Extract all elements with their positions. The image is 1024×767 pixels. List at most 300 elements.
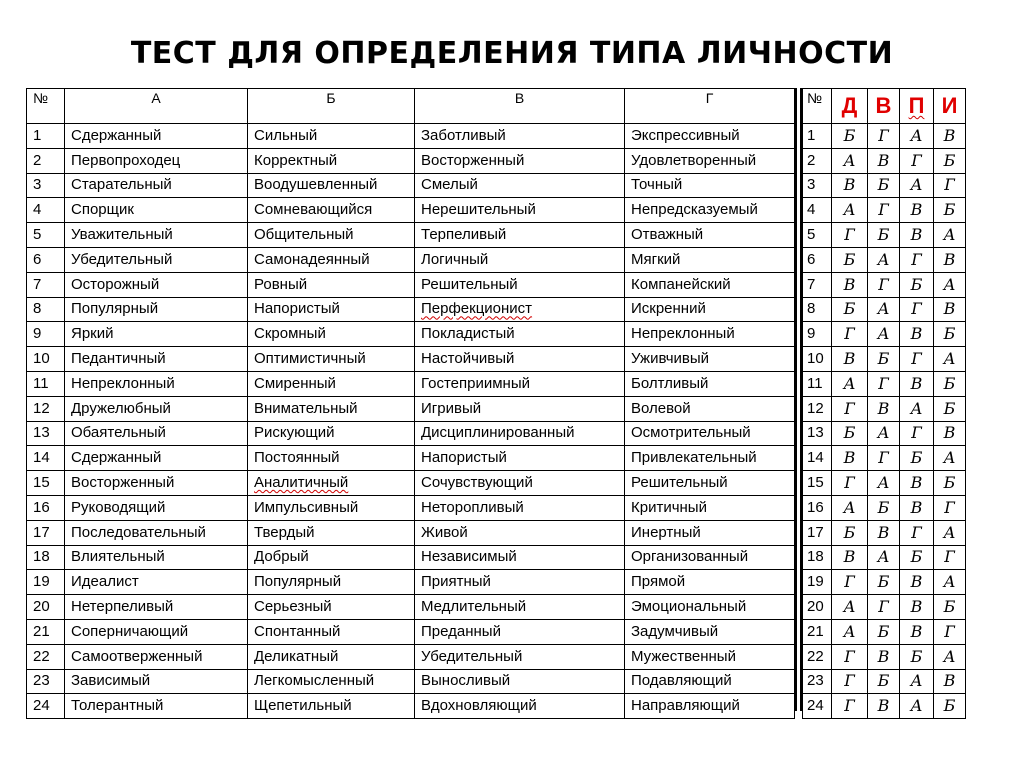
row-number: 9 <box>27 322 65 347</box>
trait-a: Старательный <box>65 173 248 198</box>
answer-d: А <box>832 619 868 644</box>
trait-g: Непреклонный <box>625 322 795 347</box>
key-row-number: 6 <box>803 247 832 272</box>
trait-b: Ровный <box>248 272 415 297</box>
key-row <box>803 347 966 372</box>
answer-d: Б <box>832 124 868 149</box>
answer-p: В <box>900 371 934 396</box>
answer-p: А <box>900 173 934 198</box>
trait-v: Заботливый <box>415 124 625 149</box>
answer-p: В <box>900 471 934 496</box>
answer-v: Г <box>868 198 900 223</box>
key-row-number: 16 <box>803 495 832 520</box>
trait-b: Импульсивный <box>248 495 415 520</box>
answer-p: Г <box>900 148 934 173</box>
answer-p: Г <box>900 520 934 545</box>
answer-v: Г <box>868 446 900 471</box>
key-row <box>803 570 966 595</box>
row-number: 19 <box>27 570 65 595</box>
trait-b: Популярный <box>248 570 415 595</box>
answer-p: А <box>900 694 934 719</box>
trait-g: Решительный <box>625 471 795 496</box>
trait-b: Серьезный <box>248 595 415 620</box>
answer-v: А <box>868 297 900 322</box>
trait-a: Идеалист <box>65 570 248 595</box>
trait-v: Терпеливый <box>415 223 625 248</box>
answer-i: Б <box>934 694 966 719</box>
answer-v: Б <box>868 173 900 198</box>
key-row <box>803 595 966 620</box>
answer-i: А <box>934 644 966 669</box>
row-number: 5 <box>27 223 65 248</box>
row-number: 23 <box>27 669 65 694</box>
key-row-number: 15 <box>803 471 832 496</box>
answer-v: Б <box>868 347 900 372</box>
trait-b: Сомневающийся <box>248 198 415 223</box>
trait-g: Организованный <box>625 545 795 570</box>
answer-v: В <box>868 396 900 421</box>
trait-g: Подавляющий <box>625 669 795 694</box>
key-row <box>803 124 966 149</box>
trait-b: Внимательный <box>248 396 415 421</box>
trait-a: Сдержанный <box>65 124 248 149</box>
table-row <box>27 545 795 570</box>
key-header-p: П <box>900 89 934 124</box>
answer-i: Б <box>934 198 966 223</box>
key-row <box>803 198 966 223</box>
page-title: ТЕСТ ДЛЯ ОПРЕДЕЛЕНИЯ ТИПА ЛИЧНОСТИ <box>130 36 894 71</box>
key-row-number: 22 <box>803 644 832 669</box>
key-row <box>803 396 966 421</box>
table-row <box>27 644 795 669</box>
answer-d: Б <box>832 421 868 446</box>
row-number: 20 <box>27 595 65 620</box>
key-row <box>803 223 966 248</box>
trait-g: Привлекательный <box>625 446 795 471</box>
row-number: 15 <box>27 471 65 496</box>
trait-g: Отважный <box>625 223 795 248</box>
trait-g: Удовлетворенный <box>625 148 795 173</box>
answer-p: А <box>900 669 934 694</box>
answer-d: Г <box>832 694 868 719</box>
answer-v: А <box>868 421 900 446</box>
key-row-number: 9 <box>803 322 832 347</box>
trait-g: Критичный <box>625 495 795 520</box>
row-number: 21 <box>27 619 65 644</box>
header-col-g: Г <box>625 89 795 124</box>
key-header-row <box>803 89 966 124</box>
table-row <box>27 347 795 372</box>
key-row-number: 23 <box>803 669 832 694</box>
table-row <box>27 124 795 149</box>
answer-i: Б <box>934 471 966 496</box>
answer-v: Б <box>868 495 900 520</box>
key-row-number: 24 <box>803 694 832 719</box>
row-number: 22 <box>27 644 65 669</box>
trait-v: Живой <box>415 520 625 545</box>
row-number: 2 <box>27 148 65 173</box>
answer-v: Г <box>868 371 900 396</box>
trait-b: Смиренный <box>248 371 415 396</box>
answer-d: А <box>832 148 868 173</box>
table-row <box>27 421 795 446</box>
trait-b: Деликатный <box>248 644 415 669</box>
traits-body <box>27 124 795 719</box>
trait-g: Мягкий <box>625 247 795 272</box>
key-row <box>803 669 966 694</box>
trait-g: Болтливый <box>625 371 795 396</box>
header-col-v: В <box>415 89 625 124</box>
answer-i: В <box>934 247 966 272</box>
trait-a: Соперничающий <box>65 619 248 644</box>
answer-p: А <box>900 124 934 149</box>
key-row <box>803 322 966 347</box>
trait-a: Сдержанный <box>65 446 248 471</box>
answer-i: Б <box>934 396 966 421</box>
trait-v: Нерешительный <box>415 198 625 223</box>
table-row <box>27 495 795 520</box>
answer-i: А <box>934 520 966 545</box>
trait-g: Точный <box>625 173 795 198</box>
trait-v: Независимый <box>415 545 625 570</box>
row-number: 3 <box>27 173 65 198</box>
answer-d: Г <box>832 471 868 496</box>
answer-d: А <box>832 495 868 520</box>
row-number: 7 <box>27 272 65 297</box>
trait-a: Дружелюбный <box>65 396 248 421</box>
answer-i: В <box>934 124 966 149</box>
header-col-b: Б <box>248 89 415 124</box>
answer-v: А <box>868 471 900 496</box>
trait-v: Убедительный <box>415 644 625 669</box>
table-divider <box>795 88 802 711</box>
trait-a: Восторженный <box>65 471 248 496</box>
trait-b: Добрый <box>248 545 415 570</box>
key-row-number: 20 <box>803 595 832 620</box>
key-row-number: 10 <box>803 347 832 372</box>
key-row <box>803 446 966 471</box>
row-number: 12 <box>27 396 65 421</box>
table-row <box>27 173 795 198</box>
trait-v: Сочувствующий <box>415 471 625 496</box>
header-col-a: А <box>65 89 248 124</box>
answer-d: Г <box>832 396 868 421</box>
row-number: 13 <box>27 421 65 446</box>
answer-i: А <box>934 347 966 372</box>
trait-v: Смелый <box>415 173 625 198</box>
answer-d: В <box>832 446 868 471</box>
trait-g: Задумчивый <box>625 619 795 644</box>
answer-d: А <box>832 198 868 223</box>
table-row <box>27 396 795 421</box>
row-number: 1 <box>27 124 65 149</box>
trait-g: Эмоциональный <box>625 595 795 620</box>
key-row-number: 5 <box>803 223 832 248</box>
table-row <box>27 669 795 694</box>
trait-a: Зависимый <box>65 669 248 694</box>
trait-g: Искренний <box>625 297 795 322</box>
answer-i: А <box>934 570 966 595</box>
answer-d: Г <box>832 223 868 248</box>
key-row-number: 17 <box>803 520 832 545</box>
trait-b: Постоянный <box>248 446 415 471</box>
trait-b: Воодушевленный <box>248 173 415 198</box>
row-number: 18 <box>27 545 65 570</box>
trait-g: Компанейский <box>625 272 795 297</box>
row-number: 6 <box>27 247 65 272</box>
answer-d: Б <box>832 297 868 322</box>
test-layout <box>26 88 966 719</box>
table-row <box>27 247 795 272</box>
trait-v: Настойчивый <box>415 347 625 372</box>
answer-p: Б <box>900 446 934 471</box>
key-row <box>803 173 966 198</box>
trait-a: Влиятельный <box>65 545 248 570</box>
answer-d: В <box>832 272 868 297</box>
answer-i: А <box>934 223 966 248</box>
answer-i: А <box>934 272 966 297</box>
answer-v: Г <box>868 124 900 149</box>
trait-g: Мужественный <box>625 644 795 669</box>
answer-v: В <box>868 644 900 669</box>
trait-g: Волевой <box>625 396 795 421</box>
trait-b: Оптимистичный <box>248 347 415 372</box>
key-row-number: 11 <box>803 371 832 396</box>
row-number: 24 <box>27 694 65 719</box>
answer-v: Б <box>868 570 900 595</box>
answer-i: Г <box>934 495 966 520</box>
trait-a: Руководящий <box>65 495 248 520</box>
key-row <box>803 371 966 396</box>
trait-v: Восторженный <box>415 148 625 173</box>
trait-b: Рискующий <box>248 421 415 446</box>
row-number: 17 <box>27 520 65 545</box>
answer-i: Г <box>934 619 966 644</box>
answer-i: В <box>934 421 966 446</box>
key-row-number: 7 <box>803 272 832 297</box>
table-row <box>27 322 795 347</box>
table-row <box>27 223 795 248</box>
answer-d: А <box>832 371 868 396</box>
trait-v: Покладистый <box>415 322 625 347</box>
trait-a: Нетерпеливый <box>65 595 248 620</box>
key-row-number: 12 <box>803 396 832 421</box>
key-row-number: 8 <box>803 297 832 322</box>
traits-table <box>26 88 795 719</box>
trait-a: Непреклонный <box>65 371 248 396</box>
trait-v: Логичный <box>415 247 625 272</box>
trait-a: Уважительный <box>65 223 248 248</box>
table-row <box>27 272 795 297</box>
table-row <box>27 520 795 545</box>
key-row <box>803 619 966 644</box>
trait-a: Педантичный <box>65 347 248 372</box>
trait-a: Убедительный <box>65 247 248 272</box>
answer-v: Г <box>868 595 900 620</box>
table-row <box>27 198 795 223</box>
trait-g: Уживчивый <box>625 347 795 372</box>
answer-key-table <box>802 88 966 719</box>
answer-p: В <box>900 223 934 248</box>
trait-a: Осторожный <box>65 272 248 297</box>
trait-g: Экспрессивный <box>625 124 795 149</box>
answer-v: А <box>868 247 900 272</box>
answer-p: Г <box>900 297 934 322</box>
answer-d: В <box>832 173 868 198</box>
key-row <box>803 694 966 719</box>
answer-p: В <box>900 495 934 520</box>
key-row-number: 18 <box>803 545 832 570</box>
answer-d: Г <box>832 570 868 595</box>
trait-a: Спорщик <box>65 198 248 223</box>
row-number: 4 <box>27 198 65 223</box>
answer-i: Г <box>934 173 966 198</box>
answer-p: В <box>900 198 934 223</box>
answer-v: В <box>868 148 900 173</box>
answer-v: Б <box>868 669 900 694</box>
trait-a: Популярный <box>65 297 248 322</box>
answer-v: А <box>868 322 900 347</box>
answer-p: Б <box>900 272 934 297</box>
answer-v: В <box>868 520 900 545</box>
trait-g: Направляющий <box>625 694 795 719</box>
table-row <box>27 595 795 620</box>
answer-i: В <box>934 297 966 322</box>
trait-v: Преданный <box>415 619 625 644</box>
row-number: 8 <box>27 297 65 322</box>
trait-b: Напористый <box>248 297 415 322</box>
trait-v: Дисциплинированный <box>415 421 625 446</box>
answer-i: Б <box>934 371 966 396</box>
key-row <box>803 644 966 669</box>
trait-v: Перфекционист <box>415 297 625 322</box>
trait-a: Последовательный <box>65 520 248 545</box>
answer-i: Б <box>934 148 966 173</box>
trait-v: Приятный <box>415 570 625 595</box>
key-header-v: В <box>868 89 900 124</box>
trait-b: Скромный <box>248 322 415 347</box>
table-row <box>27 297 795 322</box>
key-header-number: № <box>803 89 832 124</box>
header-number: № <box>27 89 65 124</box>
trait-b: Общительный <box>248 223 415 248</box>
answer-d: В <box>832 347 868 372</box>
trait-b: Сильный <box>248 124 415 149</box>
table-row <box>27 371 795 396</box>
answer-v: Г <box>868 272 900 297</box>
key-row-number: 1 <box>803 124 832 149</box>
table-row <box>27 619 795 644</box>
trait-v: Игривый <box>415 396 625 421</box>
answer-p: А <box>900 396 934 421</box>
trait-a: Толерантный <box>65 694 248 719</box>
trait-v: Решительный <box>415 272 625 297</box>
table-row <box>27 471 795 496</box>
key-header-d: Д <box>832 89 868 124</box>
trait-v: Напористый <box>415 446 625 471</box>
trait-v: Выносливый <box>415 669 625 694</box>
trait-g: Инертный <box>625 520 795 545</box>
traits-header-row <box>27 89 795 124</box>
key-row <box>803 471 966 496</box>
answer-d: Г <box>832 644 868 669</box>
answer-p: Б <box>900 644 934 669</box>
key-row-number: 3 <box>803 173 832 198</box>
answer-p: В <box>900 619 934 644</box>
answer-i: А <box>934 446 966 471</box>
answer-v: Б <box>868 619 900 644</box>
trait-g: Непредсказуемый <box>625 198 795 223</box>
trait-b: Аналитичный <box>248 471 415 496</box>
key-row-number: 19 <box>803 570 832 595</box>
answer-d: Г <box>832 322 868 347</box>
table-row <box>27 570 795 595</box>
trait-v: Вдохновляющий <box>415 694 625 719</box>
key-row <box>803 297 966 322</box>
answer-d: Б <box>832 520 868 545</box>
answer-v: Б <box>868 223 900 248</box>
key-row <box>803 545 966 570</box>
answer-p: Г <box>900 247 934 272</box>
answer-p: Г <box>900 347 934 372</box>
key-row-number: 14 <box>803 446 832 471</box>
answer-i: Б <box>934 322 966 347</box>
answer-v: А <box>868 545 900 570</box>
key-row <box>803 520 966 545</box>
key-row-number: 4 <box>803 198 832 223</box>
trait-b: Щепетильный <box>248 694 415 719</box>
key-row-number: 21 <box>803 619 832 644</box>
key-row-number: 2 <box>803 148 832 173</box>
answer-i: Г <box>934 545 966 570</box>
answer-p: В <box>900 570 934 595</box>
answer-i: Б <box>934 595 966 620</box>
answer-p: Г <box>900 421 934 446</box>
answer-p: В <box>900 595 934 620</box>
trait-a: Первопроходец <box>65 148 248 173</box>
answer-i: В <box>934 669 966 694</box>
answer-p: Б <box>900 545 934 570</box>
key-row <box>803 421 966 446</box>
table-row <box>27 694 795 719</box>
key-row-number: 13 <box>803 421 832 446</box>
row-number: 14 <box>27 446 65 471</box>
key-header-i: И <box>934 89 966 124</box>
trait-b: Корректный <box>248 148 415 173</box>
trait-v: Неторопливый <box>415 495 625 520</box>
trait-a: Обаятельный <box>65 421 248 446</box>
key-row <box>803 272 966 297</box>
trait-b: Твердый <box>248 520 415 545</box>
row-number: 10 <box>27 347 65 372</box>
trait-b: Спонтанный <box>248 619 415 644</box>
trait-g: Осмотрительный <box>625 421 795 446</box>
answer-v: В <box>868 694 900 719</box>
answer-d: Б <box>832 247 868 272</box>
answer-d: А <box>832 595 868 620</box>
trait-b: Легкомысленный <box>248 669 415 694</box>
key-row <box>803 148 966 173</box>
row-number: 11 <box>27 371 65 396</box>
answer-d: Г <box>832 669 868 694</box>
trait-g: Прямой <box>625 570 795 595</box>
answer-d: В <box>832 545 868 570</box>
trait-a: Яркий <box>65 322 248 347</box>
key-row <box>803 247 966 272</box>
answer-p: В <box>900 322 934 347</box>
trait-v: Гостеприимный <box>415 371 625 396</box>
row-number: 16 <box>27 495 65 520</box>
